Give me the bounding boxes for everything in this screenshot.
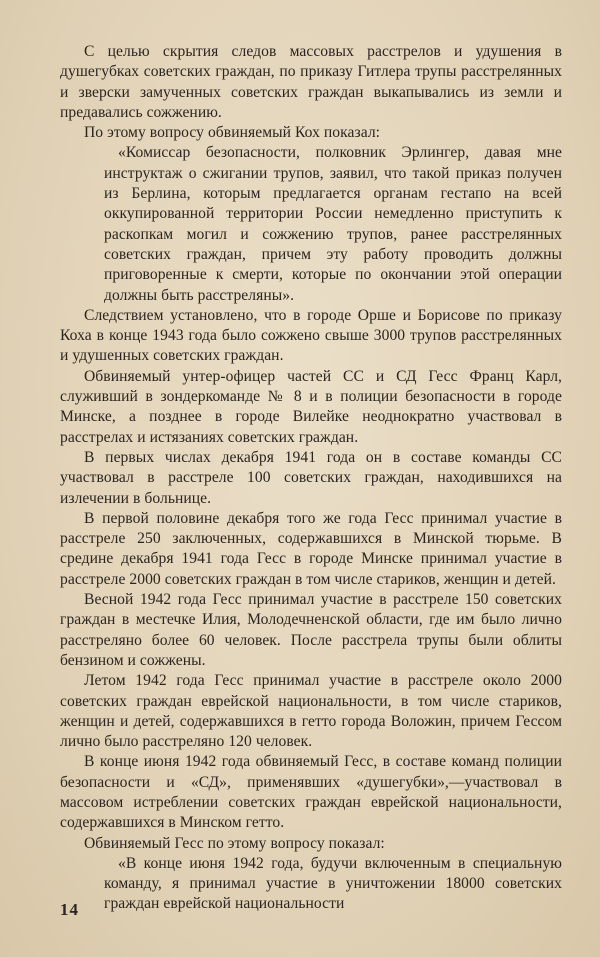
paragraph: В первой половине декабря того же года Гесс принимал участие в расстреле 250 заключенных, содержавшихся в Минской тюрьме. В средине декабря 1941 года Гесс в городе Минске принимал участие в расстреле 2000 советских граждан в том числе стариков, женщин и детей. [60,509,562,588]
quote-paragraph: «Комиссар безопасности, полковник Эрлингер, давая мне инструктаж о сжигании трупов, заявил, что такой приказ получен из Берлина, которым предлагается органам гестапо на всей оккупированной территории России немедленно приступить к раскопкам могил и сожжению трупов, ранее расстрелянных советских граждан, причем эту работу проводить должны приговоренные к смерти, которые по окончании этой операции должны быть расстреляны». [104,144,562,304]
paragraph: В конце июня 1942 года обвиняемый Гесс, в составе команд полиции безопасности и «СД», применявших «душегубки»,—участвовал в массовом истреблении советских граждан еврейской национальности, содержавшихся в Минском гетто. [60,753,562,832]
body-text [60,42,562,915]
quote-paragraph: «В конце июня 1942 года, будучи включенным в специальную команду, я принимал участие в уничтожении 18000 советских граждан еврейской национальности [104,854,562,913]
paragraph: Летом 1942 года Гесс принимал участие в расстреле около 2000 советских граждан еврейской национальности, в том числе стариков, женщин и детей, содержавшихся в гетто города Воложин, причем Гессом лично было расстреляно 120 человек. [60,672,562,751]
paragraph: Следствием установлено, что в городе Орше и Борисове по приказу Коха в конце 1943 года было сожжено свыше 3000 трупов расстрелянных и удушенных советских граждан. [60,306,562,365]
paragraph: В первых числах декабря 1941 года он в составе команды СС участвовал в расстреле 100 советских граждан, находившихся на излечении в больнице. [60,448,562,507]
paragraph: Обвиняемый Гесс по этому вопросу показал: [84,834,385,852]
paragraph: С целью скрытия следов массовых расстрелов и удушения в душегубках советских граждан, по приказу Гитлера трупы расстрелянных и зверски замученных советских граждан выкапывались из земли и предавались сожжению. [60,43,562,121]
paragraph: По этому вопросу обвиняемый Кох показал: [84,124,381,142]
page-number: 14 [60,900,79,919]
paragraph: Весной 1942 года Гесс принимал участие в расстреле 150 советских граждан в местечке Илия, Молодечненской области, где им было лично расстреляно более 60 человек. После расстрела трупы были облиты бензином и сожжены. [60,591,562,669]
paragraph: Обвиняемый унтер-офицер частей СС и СД Гесс Франц Карл, служивший в зондеркоманде № 8 и в полиции безопасности в городе Минске, а позднее в городе Вилейке неоднократно участвовал в расстрелах и истязаниях советских граждан. [60,367,562,446]
